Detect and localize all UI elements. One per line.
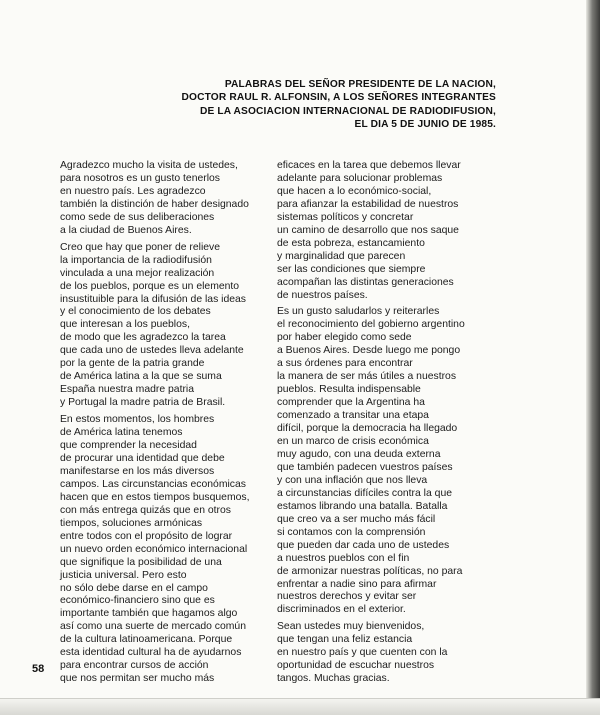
- paragraph: [277, 621, 499, 686]
- text-line: de los pueblos, porque es un elemento: [60, 280, 240, 292]
- text-line: sistemas políticos y concretar: [277, 211, 414, 223]
- text-line: de América latina a la que se suma: [60, 371, 222, 383]
- paragraph: [277, 160, 499, 302]
- text-line: muy agudo, con una deuda externa: [277, 448, 441, 460]
- text-line: manifestarse en los más diversos: [60, 465, 215, 477]
- text-line: entre todos con el propósito de lograr: [60, 530, 233, 542]
- text-line: como sede de sus deliberaciones: [60, 211, 215, 223]
- text-line: España nuestra madre patria: [60, 384, 195, 396]
- text-line: por haber elegido como sede: [277, 332, 412, 344]
- page-edge-shadow: [586, 0, 600, 715]
- text-line: en un marco de crisis económica: [277, 436, 429, 448]
- text-line: tiempos, soluciones armónicas: [60, 517, 203, 529]
- text-line: Agradezco mucho la visita de ustedes,: [60, 160, 238, 171]
- paragraph: [60, 160, 275, 238]
- text-line: que comprender la necesidad: [60, 440, 197, 452]
- text-line: si contamos con la comprensión: [277, 526, 426, 538]
- text-line: estamos librando una batalla. Batalla: [277, 500, 448, 512]
- page-number: 58: [32, 663, 45, 675]
- text-line: así como una suerte de mercado común: [60, 621, 246, 633]
- text-line: ser las condiciones que siempre: [277, 263, 426, 275]
- text-line: de esta pobreza, estancamiento: [277, 237, 425, 249]
- document-header: [180, 78, 496, 132]
- text-line: por la gente de la patria grande: [60, 358, 205, 370]
- text-line: que también padecen vuestros países: [277, 461, 453, 473]
- text-line: de armonizar nuestras políticas, no para: [277, 565, 463, 577]
- text-line: enfrentar a nadie sino para afirmar: [277, 578, 437, 590]
- text-line: también la distinción de haber designado: [60, 198, 249, 210]
- text-line: vinculada a una mejor realización: [60, 267, 215, 279]
- paragraph: [60, 242, 275, 410]
- text-line: esta identidad cultural ha de ayudarnos: [60, 647, 242, 659]
- text-line: oportunidad de escuchar nuestros: [277, 660, 435, 672]
- text-line: eficaces en la tarea que debemos llevar: [277, 160, 461, 171]
- text-line: comenzado a transitar una etapa: [277, 410, 429, 422]
- text-line: en nuestro país. Les agradezco: [60, 185, 206, 197]
- text-line: un camino de desarrollo que nos saque: [277, 224, 459, 236]
- text-line: el reconocimiento del gobierno argentino: [277, 319, 465, 331]
- text-line: importante también que hagamos algo: [60, 608, 238, 620]
- text-line: que interesan a los pueblos,: [60, 319, 190, 331]
- paragraph: [60, 414, 275, 686]
- text-line: tangos. Muchas gracias.: [277, 673, 390, 685]
- text-line: a circunstancias difíciles contra la que: [277, 487, 452, 499]
- text-line: un nuevo orden económico internacional: [60, 543, 248, 555]
- text-line: de América latina tenemos: [60, 427, 183, 439]
- text-line: que creo va a ser mucho más fácil: [277, 513, 436, 525]
- text-line: difícil, porque la democracia ha llegado: [277, 423, 458, 435]
- bottom-scan-strip: [0, 698, 600, 715]
- header-line: DE LA ASOCIACION INTERNACIONAL DE RADIODIFUSION,: [199, 105, 496, 117]
- header-line: EL DIA 5 DE JUNIO DE 1985.: [354, 119, 496, 131]
- text-line: hacen que en estos tiempos busquemos,: [60, 491, 250, 503]
- text-line: que hacen a lo económico-social,: [277, 185, 432, 197]
- text-line: que pueden dar cada uno de ustedes: [277, 539, 450, 551]
- text-line: Es un gusto saludarlos y reiterarles: [277, 306, 440, 318]
- left-text-column: [60, 160, 275, 686]
- text-line: no sólo debe darse en el campo: [60, 582, 208, 594]
- text-line: discriminados en el exterior.: [277, 604, 406, 616]
- text-line: adelante para solucionar problemas: [277, 172, 443, 184]
- text-line: para nosotros es un gusto tenerlos: [60, 172, 220, 184]
- text-line: a Buenos Aires. Desde luego me pongo: [277, 345, 461, 357]
- text-line: campos. Las circunstancias económicas: [60, 478, 246, 490]
- text-line: y marginalidad que parecen: [277, 250, 406, 262]
- header-line: PALABRAS DEL SEÑOR PRESIDENTE DE LA NACION,: [224, 79, 496, 90]
- header-line: DOCTOR RAUL R. ALFONSIN, A LOS SEÑORES INTEGRANTES: [181, 92, 496, 104]
- text-line: nuestros derechos y evitar ser: [277, 591, 417, 603]
- text-line: de modo que les agradezco la tarea: [60, 332, 226, 344]
- right-text-column: [277, 160, 499, 686]
- text-line: que cada uno de ustedes lleva adelante: [60, 345, 244, 357]
- text-line: que signifique la posibilidad de una: [60, 556, 222, 568]
- text-line: de nuestros países.: [277, 289, 368, 301]
- text-line: acompañan las distintas generaciones: [277, 276, 454, 288]
- text-line: Creo que hay que poner de relieve: [60, 241, 221, 253]
- text-line: Sean ustedes muy bienvenidos,: [277, 621, 425, 633]
- text-line: que tengan una feliz estancia: [277, 634, 413, 646]
- text-line: insustituible para la difusión de las ideas: [60, 293, 246, 305]
- text-line: con más entrega quizás que en otros: [60, 504, 231, 516]
- text-line: económico-financiero sino que es: [60, 595, 215, 607]
- text-line: a nuestros pueblos con el fin: [277, 552, 410, 564]
- text-line: y Portugal la madre patria de Brasil.: [60, 397, 226, 409]
- paragraph: [277, 306, 499, 617]
- text-line: la importancia de la radiodifusión: [60, 254, 212, 266]
- text-line: la manera de ser más útiles a nuestros: [277, 371, 457, 383]
- text-line: a sus órdenes para encontrar: [277, 358, 413, 370]
- text-line: y el conocimiento de los debates: [60, 306, 211, 318]
- text-line: que nos permitan ser mucho más: [60, 673, 215, 685]
- text-line: de procurar una identidad que debe: [60, 452, 225, 464]
- text-line: pueblos. Resulta indispensable: [277, 384, 421, 396]
- text-line: y con una inflación que nos lleva: [277, 474, 428, 486]
- text-line: justicia universal. Pero esto: [60, 569, 187, 581]
- text-line: para encontrar cursos de acción: [60, 660, 209, 672]
- text-line: en nuestro país y que cuenten con la: [277, 647, 448, 659]
- text-line: a la ciudad de Buenos Aires.: [60, 224, 192, 236]
- text-line: de la cultura latinoamericana. Porque: [60, 634, 233, 646]
- text-line: para afianzar la estabilidad de nuestros: [277, 198, 459, 210]
- text-line: comprender que la Argentina ha: [277, 397, 425, 409]
- text-line: En estos momentos, los hombres: [60, 414, 215, 426]
